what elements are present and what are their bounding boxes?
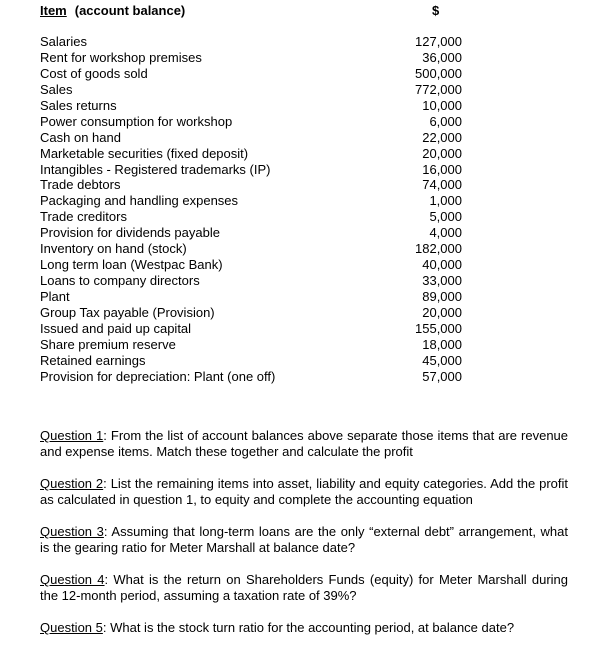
account-row — [40, 50, 470, 66]
account-row — [40, 209, 470, 225]
account-item-amount: 1,000 — [429, 193, 462, 209]
account-item-amount: 89,000 — [422, 289, 462, 304]
account-item-name: Issued and paid up capital — [40, 320, 192, 336]
account-item-amount: 22,000 — [422, 129, 462, 145]
account-item-name: Plant — [40, 289, 70, 304]
account-item-amount: 16,000 — [422, 161, 462, 177]
question-label: Question 3 — [40, 524, 104, 539]
account-item-amount: 33,000 — [422, 273, 462, 289]
account-row — [40, 353, 470, 369]
question-text: : From the list of account balances above separate those items that are revenue and expense items. Match these together and calculate the profit — [40, 428, 569, 459]
account-item-name: Power consumption for workshop — [40, 113, 233, 129]
account-row — [40, 177, 470, 193]
account-row — [40, 66, 470, 82]
account-balance-header: (account balance) — [74, 3, 186, 18]
account-item-amount: 57,000 — [422, 368, 462, 384]
account-item-amount: 10,000 — [422, 97, 462, 113]
account-row — [40, 273, 470, 289]
account-row — [40, 337, 470, 353]
account-item-name: Cost of goods sold — [40, 65, 148, 81]
account-row — [40, 305, 470, 321]
account-item-name: Intangibles - Registered trademarks (IP) — [40, 161, 271, 177]
account-item-name: Loans to company directors — [40, 273, 200, 289]
question-list — [40, 428, 568, 652]
question-label: Question 1 — [40, 428, 104, 443]
account-row — [40, 34, 470, 50]
question-5 — [40, 620, 568, 636]
account-item-name: Inventory on hand (stock) — [40, 241, 187, 257]
account-row — [40, 162, 470, 178]
account-item-amount: 127,000 — [415, 34, 462, 49]
question-2 — [40, 476, 568, 508]
account-item-name: Group Tax payable (Provision) — [40, 304, 215, 320]
item-column-header: Item — [40, 3, 67, 18]
account-row — [40, 289, 470, 305]
account-item-name: Trade creditors — [40, 209, 127, 225]
account-item-name: Sales returns — [40, 97, 117, 113]
account-item-name: Provision for depreciation: Plant (one off) — [40, 368, 276, 384]
account-row — [40, 82, 470, 98]
account-list — [40, 34, 470, 385]
account-item-amount: 155,000 — [415, 320, 462, 336]
account-item-amount: 18,000 — [422, 336, 462, 352]
account-row — [40, 146, 470, 162]
question-1 — [40, 428, 568, 460]
account-item-name: Marketable securities (fixed deposit) — [40, 145, 249, 161]
question-text: : What is the return on Shareholders Funds (equity) for Meter Marshall during the 12-month period, assuming a taxation rate of 39%? — [40, 572, 568, 603]
account-item-amount: 45,000 — [422, 352, 462, 368]
account-item-amount: 20,000 — [422, 304, 462, 320]
account-item-amount: 5,000 — [429, 209, 462, 225]
account-row — [40, 321, 470, 337]
question-text: : Assuming that long-term loans are the only “external debt” arrangement, what is the gearing ratio for Meter Marshall at balance date? — [40, 524, 569, 555]
account-item-name: Long term loan (Westpac Bank) — [40, 257, 223, 273]
account-item-name: Provision for dividends payable — [40, 225, 220, 241]
account-item-name: Cash on hand — [40, 129, 121, 145]
question-label: Question 2 — [40, 476, 104, 491]
account-item-amount: 20,000 — [422, 145, 462, 161]
account-item-name: Salaries — [40, 34, 87, 49]
account-item-name: Trade debtors — [40, 177, 121, 193]
account-item-amount: 772,000 — [415, 81, 462, 97]
account-item-name: Rent for workshop premises — [40, 49, 202, 65]
account-item-amount: 182,000 — [415, 241, 462, 257]
question-text: : List the remaining items into asset, liability and equity categories. Add the profit as calculated in question 1, to equity and complete the accounting equation — [40, 476, 568, 507]
account-item-amount: 74,000 — [422, 177, 462, 193]
account-item-amount: 6,000 — [429, 113, 462, 129]
question-label: Question 4 — [40, 572, 105, 587]
account-item-name: Packaging and handling expenses — [40, 193, 239, 209]
question-3 — [40, 524, 568, 556]
question-4 — [40, 572, 568, 604]
account-item-amount: 500,000 — [415, 65, 462, 81]
account-row — [40, 241, 470, 257]
account-item-name: Sales — [40, 81, 73, 97]
account-row — [40, 225, 470, 241]
account-item-name: Retained earnings — [40, 352, 146, 368]
account-item-amount: 4,000 — [429, 225, 462, 241]
account-row — [40, 369, 470, 385]
account-row — [40, 114, 470, 130]
account-row — [40, 130, 470, 146]
account-row — [40, 193, 470, 209]
account-item-amount: 40,000 — [422, 257, 462, 273]
account-row — [40, 98, 470, 114]
question-label: Question 5 — [40, 620, 103, 635]
currency-column-header: $ — [432, 3, 440, 18]
table-header — [40, 3, 580, 21]
account-item-amount: 36,000 — [422, 49, 462, 65]
account-row — [40, 257, 470, 273]
account-item-name: Share premium reserve — [40, 336, 176, 352]
question-text: : What is the stock turn ratio for the accounting period, at balance date? — [102, 620, 515, 635]
